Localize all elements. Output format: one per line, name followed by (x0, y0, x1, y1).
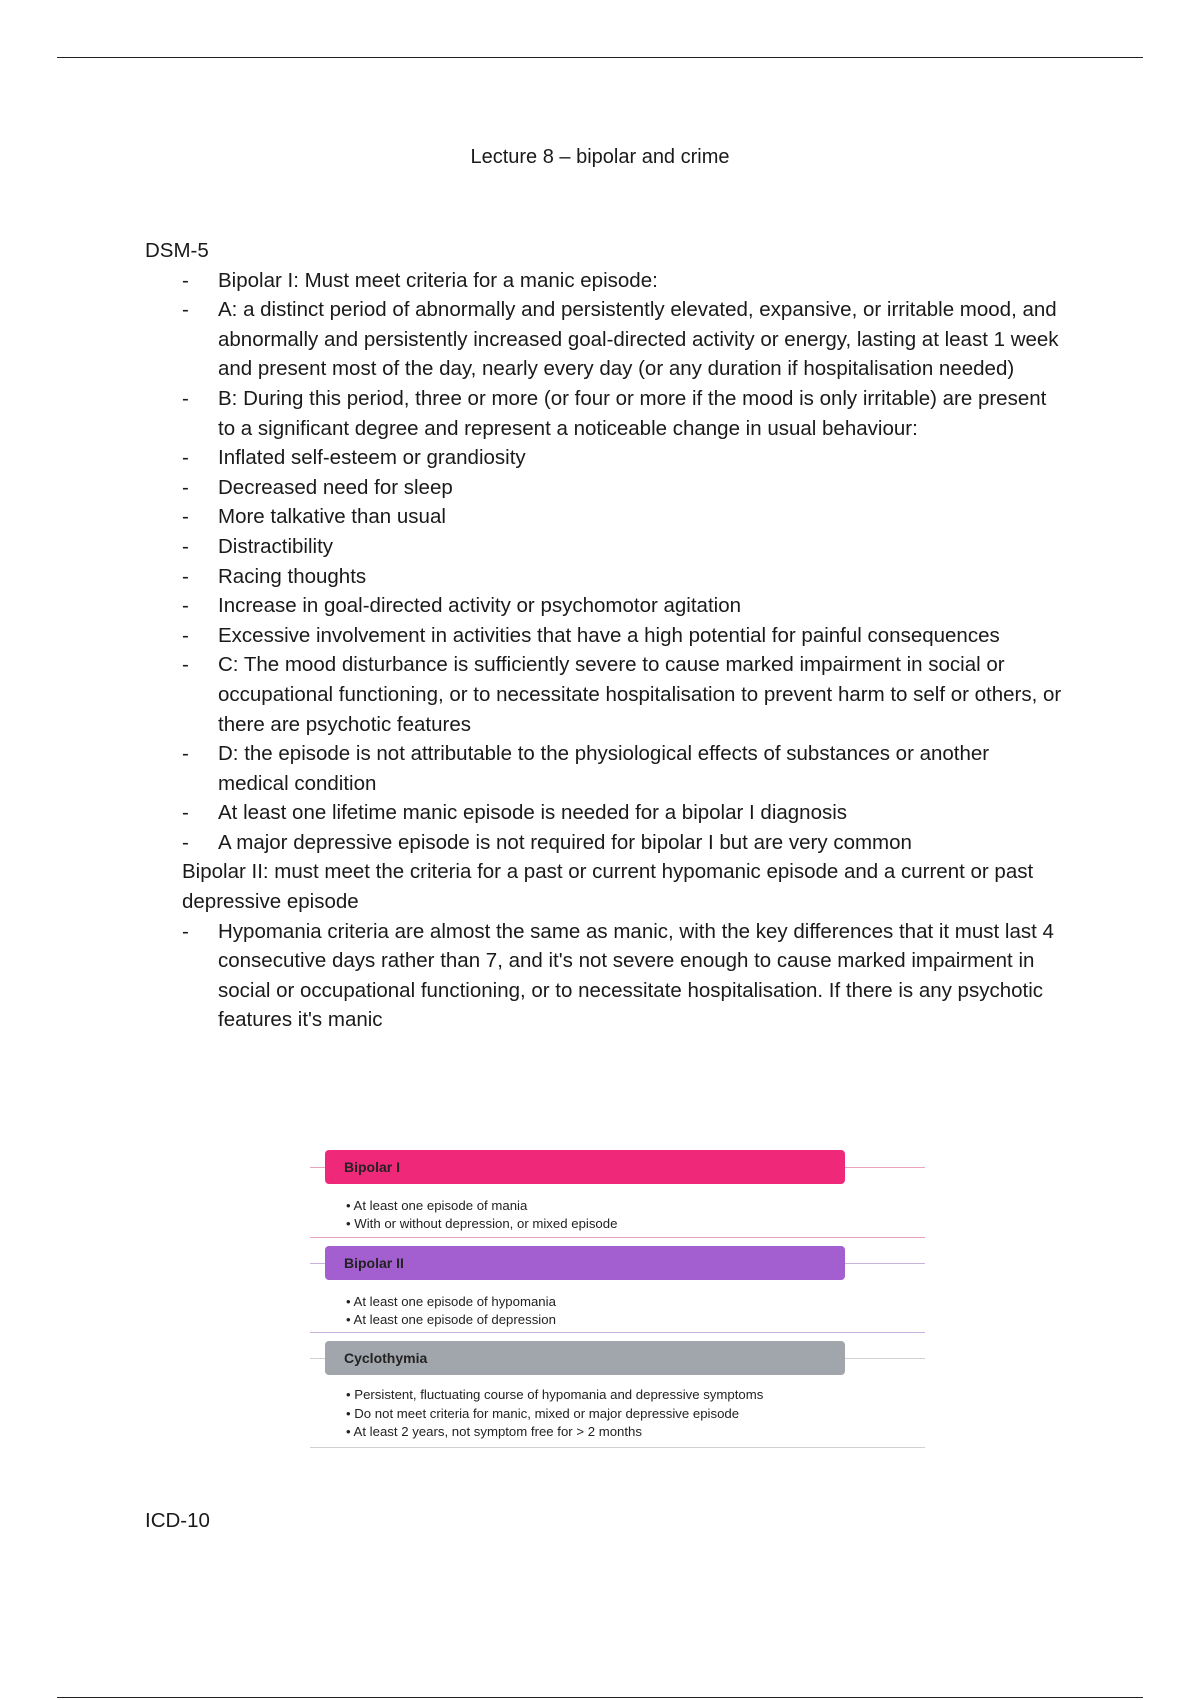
cyclothymia-label: Cyclothymia (344, 1350, 428, 1366)
list-item: - Decreased need for sleep (145, 473, 1065, 503)
figure-item: • At least one episode of hypomania (346, 1294, 556, 1309)
section-right-line (845, 1167, 925, 1168)
bipolar1-band (325, 1150, 845, 1184)
figure-item: • Persistent, fluctuating course of hypomania and depressive symptoms (346, 1387, 764, 1402)
section-divider (310, 1447, 925, 1448)
list-item: - Increase in goal-directed activity or psychomotor agitation (145, 591, 1065, 621)
section-divider (310, 1332, 925, 1333)
section-left-line (310, 1263, 326, 1264)
list-item: - B: During this period, three or more (or four or more if the mood is only irritable) are present to a significant degree and represent a noticeable change in usual behaviour: (145, 384, 1065, 443)
figure-item: • At least one episode of mania (346, 1198, 528, 1213)
bottom-rule (57, 1697, 1143, 1698)
list-item: - Hypomania criteria are almost the same as manic, with the key differences that it must last 4 consecutive days rather than 7, and it's not severe enough to cause marked impairment in social or occupational functioning, or to necessitate hospitalisation. If there is any psychotic features it's manic (145, 917, 1065, 1035)
dsm-heading: DSM-5 (145, 239, 209, 262)
bipolar1-label: Bipolar I (344, 1159, 401, 1175)
list-item: - Inflated self-esteem or grandiosity (145, 443, 1065, 473)
icd-heading: ICD-10 (145, 1509, 210, 1532)
bipolar2-list (145, 917, 1065, 1035)
list-item: - Bipolar I: Must meet criteria for a manic episode: (145, 266, 1065, 296)
list-item: - Distractibility (145, 532, 1065, 562)
section-divider (310, 1237, 925, 1238)
top-rule (57, 57, 1143, 58)
bipolar1-list (145, 266, 1065, 858)
figure-item: • At least one episode of depression (346, 1312, 556, 1327)
list-item: - Excessive involvement in activities that have a high potential for painful consequences (145, 621, 1065, 651)
list-item: - C: The mood disturbance is sufficiently severe to cause marked impairment in social or occupational functioning, or to necessitate hospitalisation to prevent harm to self or others, or there are psychotic features (145, 650, 1065, 739)
list-item: - D: the episode is not attributable to the physiological effects of substances or another medical condition (145, 739, 1065, 798)
section-left-line (310, 1167, 326, 1168)
list-item: - A: a distinct period of abnormally and persistently elevated, expansive, or irritable mood, and abnormally and persistently increased goal-directed activity or energy, lasting at least 1 week and present most of the day, nearly every day (or any duration if hospitalisation needed) (145, 295, 1065, 384)
figure-item: • At least 2 years, not symptom free for > 2 months (346, 1424, 642, 1439)
list-item: - More talkative than usual (145, 502, 1065, 532)
bipolar2-label: Bipolar II (344, 1255, 404, 1271)
cyclothymia-band (325, 1341, 845, 1375)
figure-item: • Do not meet criteria for manic, mixed or major depressive episode (346, 1406, 740, 1421)
figure-item: • With or without depression, or mixed episode (346, 1216, 618, 1231)
list-item: - A major depressive episode is not required for bipolar I but are very common (145, 828, 1065, 858)
bipolar2-band (325, 1246, 845, 1280)
document-body (145, 236, 1065, 1035)
bipolar-types-figure (310, 1144, 925, 1454)
section-right-line (845, 1358, 925, 1359)
list-item: - At least one lifetime manic episode is needed for a bipolar I diagnosis (145, 798, 1065, 828)
bipolar2-paragraph: Bipolar II: must meet the criteria for a past or current hypomanic episode and a current or past depressive episode (182, 860, 1034, 914)
list-item: - Racing thoughts (145, 562, 1065, 592)
section-left-line (310, 1358, 326, 1359)
section-right-line (845, 1263, 925, 1264)
page-title: Lecture 8 – bipolar and crime (470, 146, 730, 168)
